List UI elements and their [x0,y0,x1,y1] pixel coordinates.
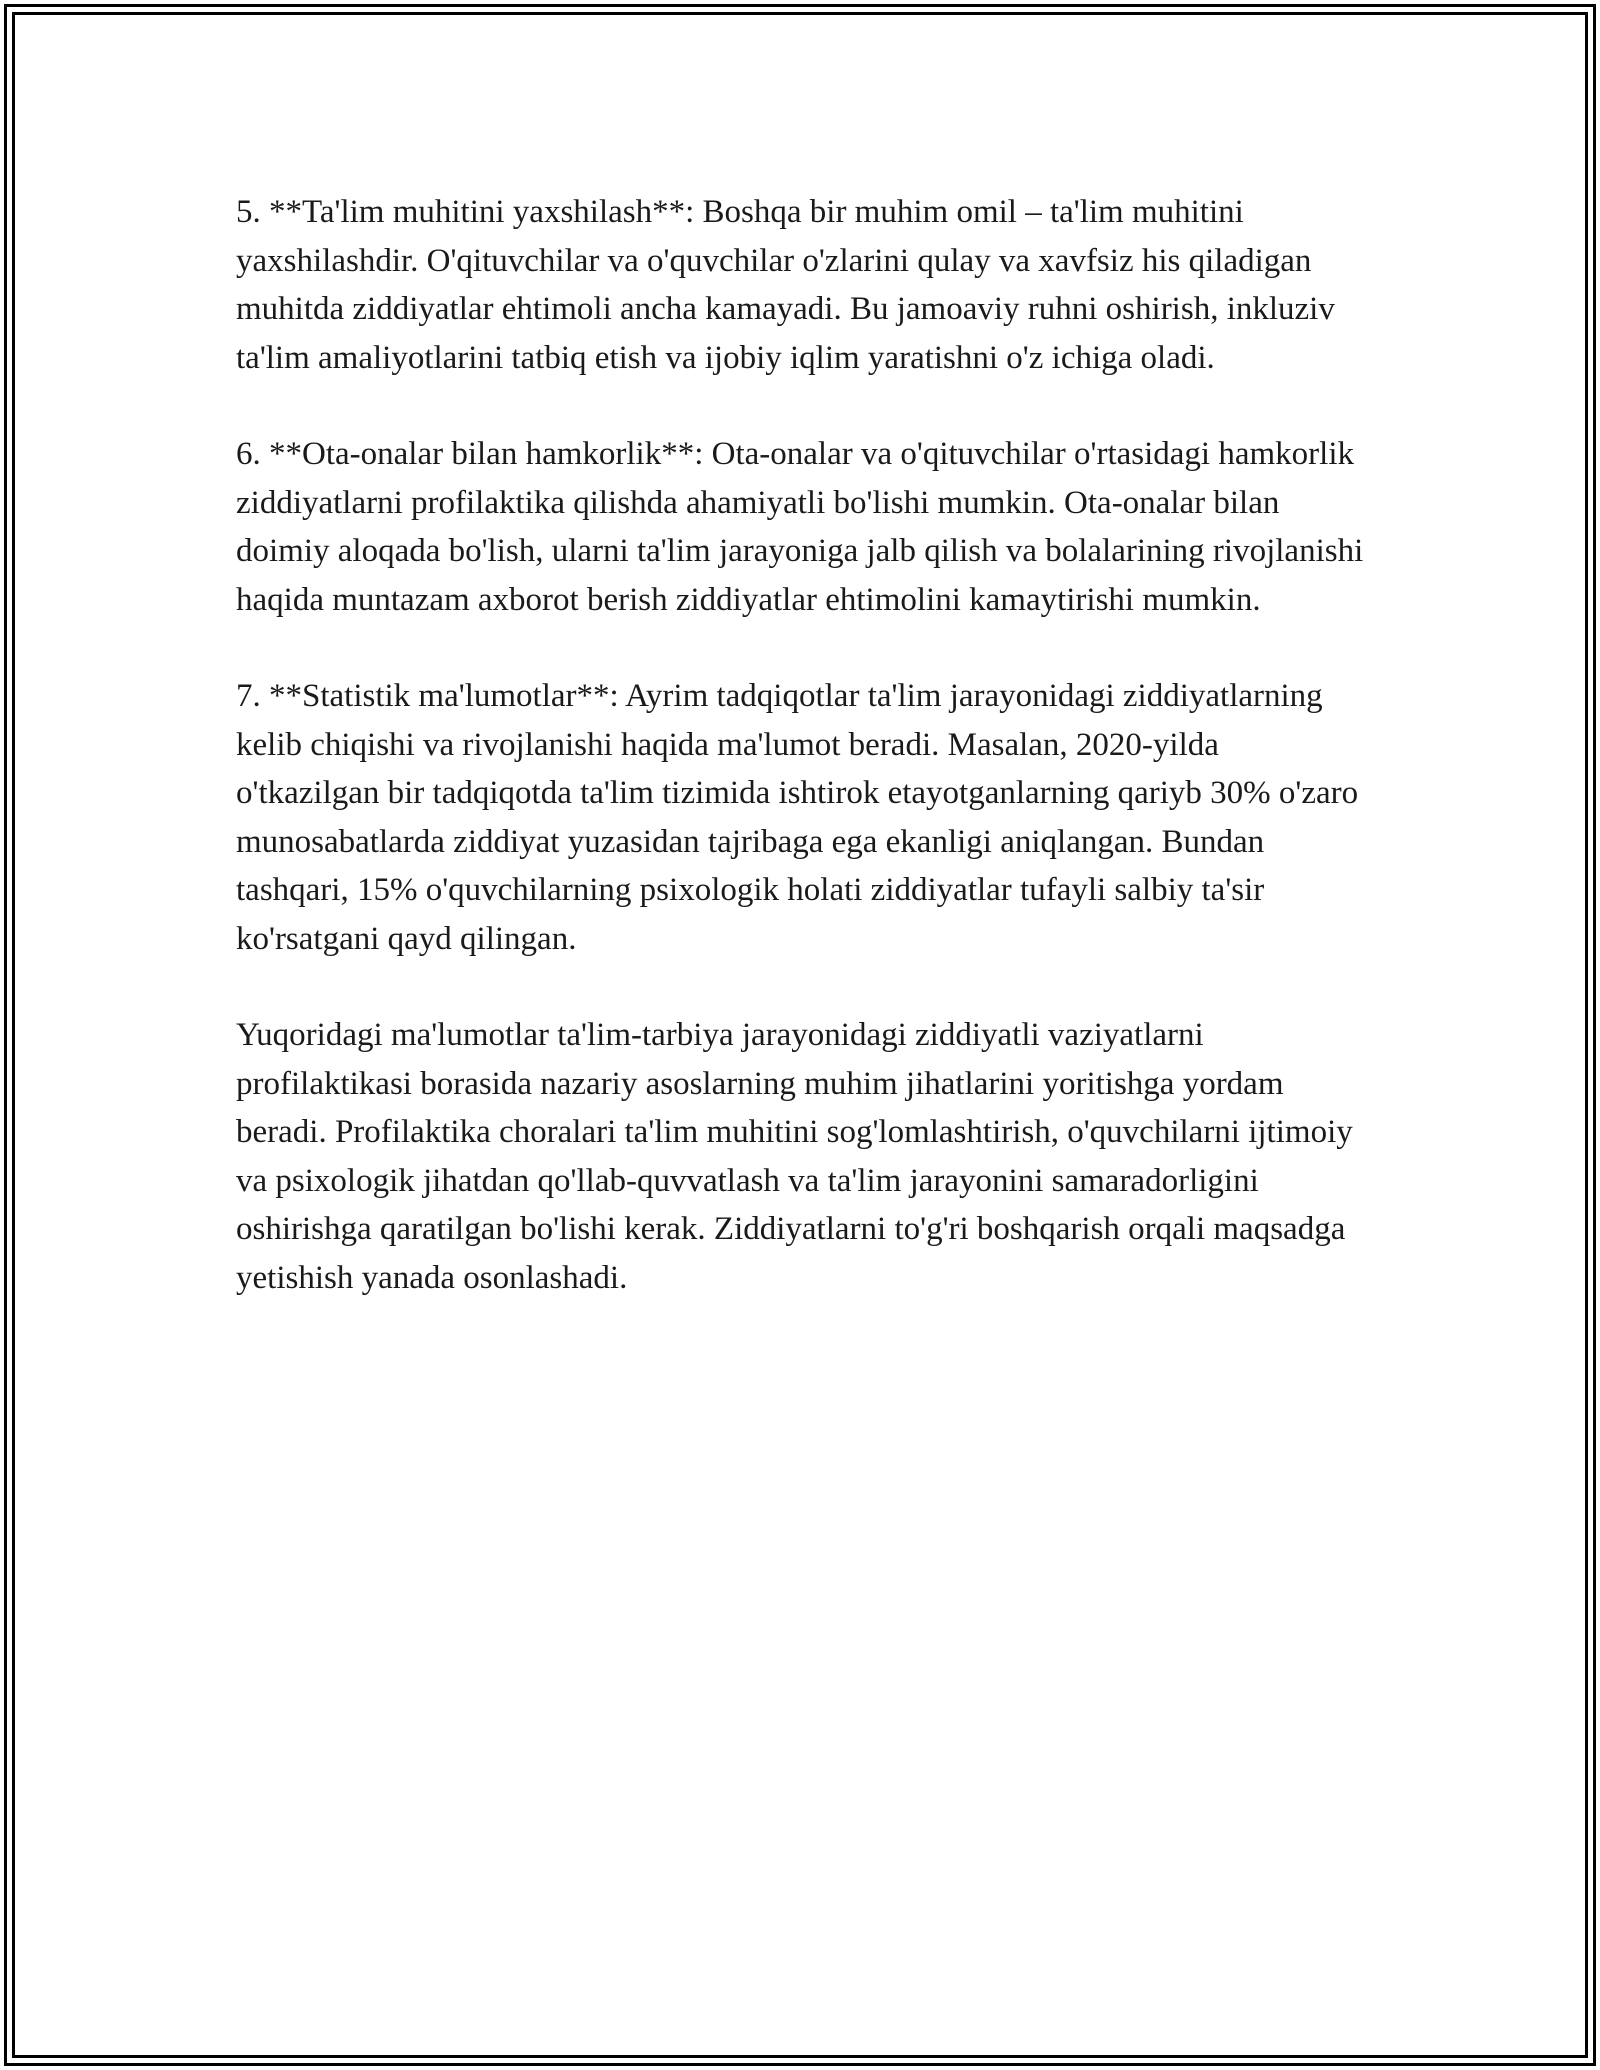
document-body [236,188,1366,1350]
paragraph-parent-cooperation: 6. **Ota-onalar bilan hamkorlik**: Ota-onalar va o'qituvchilar o'rtasidagi hamkorlik ziddiyatlarni profilaktika qilishda ahamiyatli bo'lishi mumkin. Ota-onalar bilan doimiy aloqada bo'lish, ularni ta'lim jarayoniga jalb qilish va bolalarining rivojlanishi haqida muntazam axborot berish ziddiyatlar ehtimolini kamaytirishi mumkin. [236,436,1364,618]
paragraph-statistics: 7. **Statistik ma'lumotlar**: Ayrim tadqiqotlar ta'lim jarayonidagi ziddiyatlarning kelib chiqishi va rivojlanishi haqida ma'lumot beradi. Masalan, 2020-yilda o'tkazilgan bir tadqiqotda ta'lim tizimida ishtirok etayotganlarning qariyb 30% o'zaro munosabatlarda ziddiyat yuzasidan tajribaga ega ekanligi aniqlangan. Bundan tashqari, 15% o'quvchilarning psixologik holati ziddiyatlar tufayli salbiy ta'sir ko'rsatgani qayd qilingan. [236,678,1359,957]
paragraph-environment: 5. **Ta'lim muhitini yaxshilash**: Boshqa bir muhim omil – ta'lim muhitini yaxshilashdir. O'qituvchilar va o'quvchilar o'zlarini qulay va xavfsiz his qiladigan muhitda ziddiyatlar ehtimoli ancha kamayadi. Bu jamoaviy ruhni oshirish, inkluziv ta'lim amaliyotlarini tatbiq etish va ijobiy iqlim yaratishni o'z ichiga oladi. [236,194,1335,376]
paragraph-conclusion: Yuqoridagi ma'lumotlar ta'lim-tarbiya jarayonidagi ziddiyatli vaziyatlarni profilaktikasi borasida nazariy asoslarning muhim jihatlarini yoritishga yordam beradi. Profilaktika choralari ta'lim muhitini sog'lomlashtirish, o'quvchilarni ijtimoiy va psixologik jihatdan qo'llab-quvvatlash va ta'lim jarayonini samaradorligini oshirishga qaratilgan bo'lishi kerak. Ziddiyatlarni to'g'ri boshqarish orqali maqsadga yetishish yanada osonlashadi. [236,1017,1353,1296]
